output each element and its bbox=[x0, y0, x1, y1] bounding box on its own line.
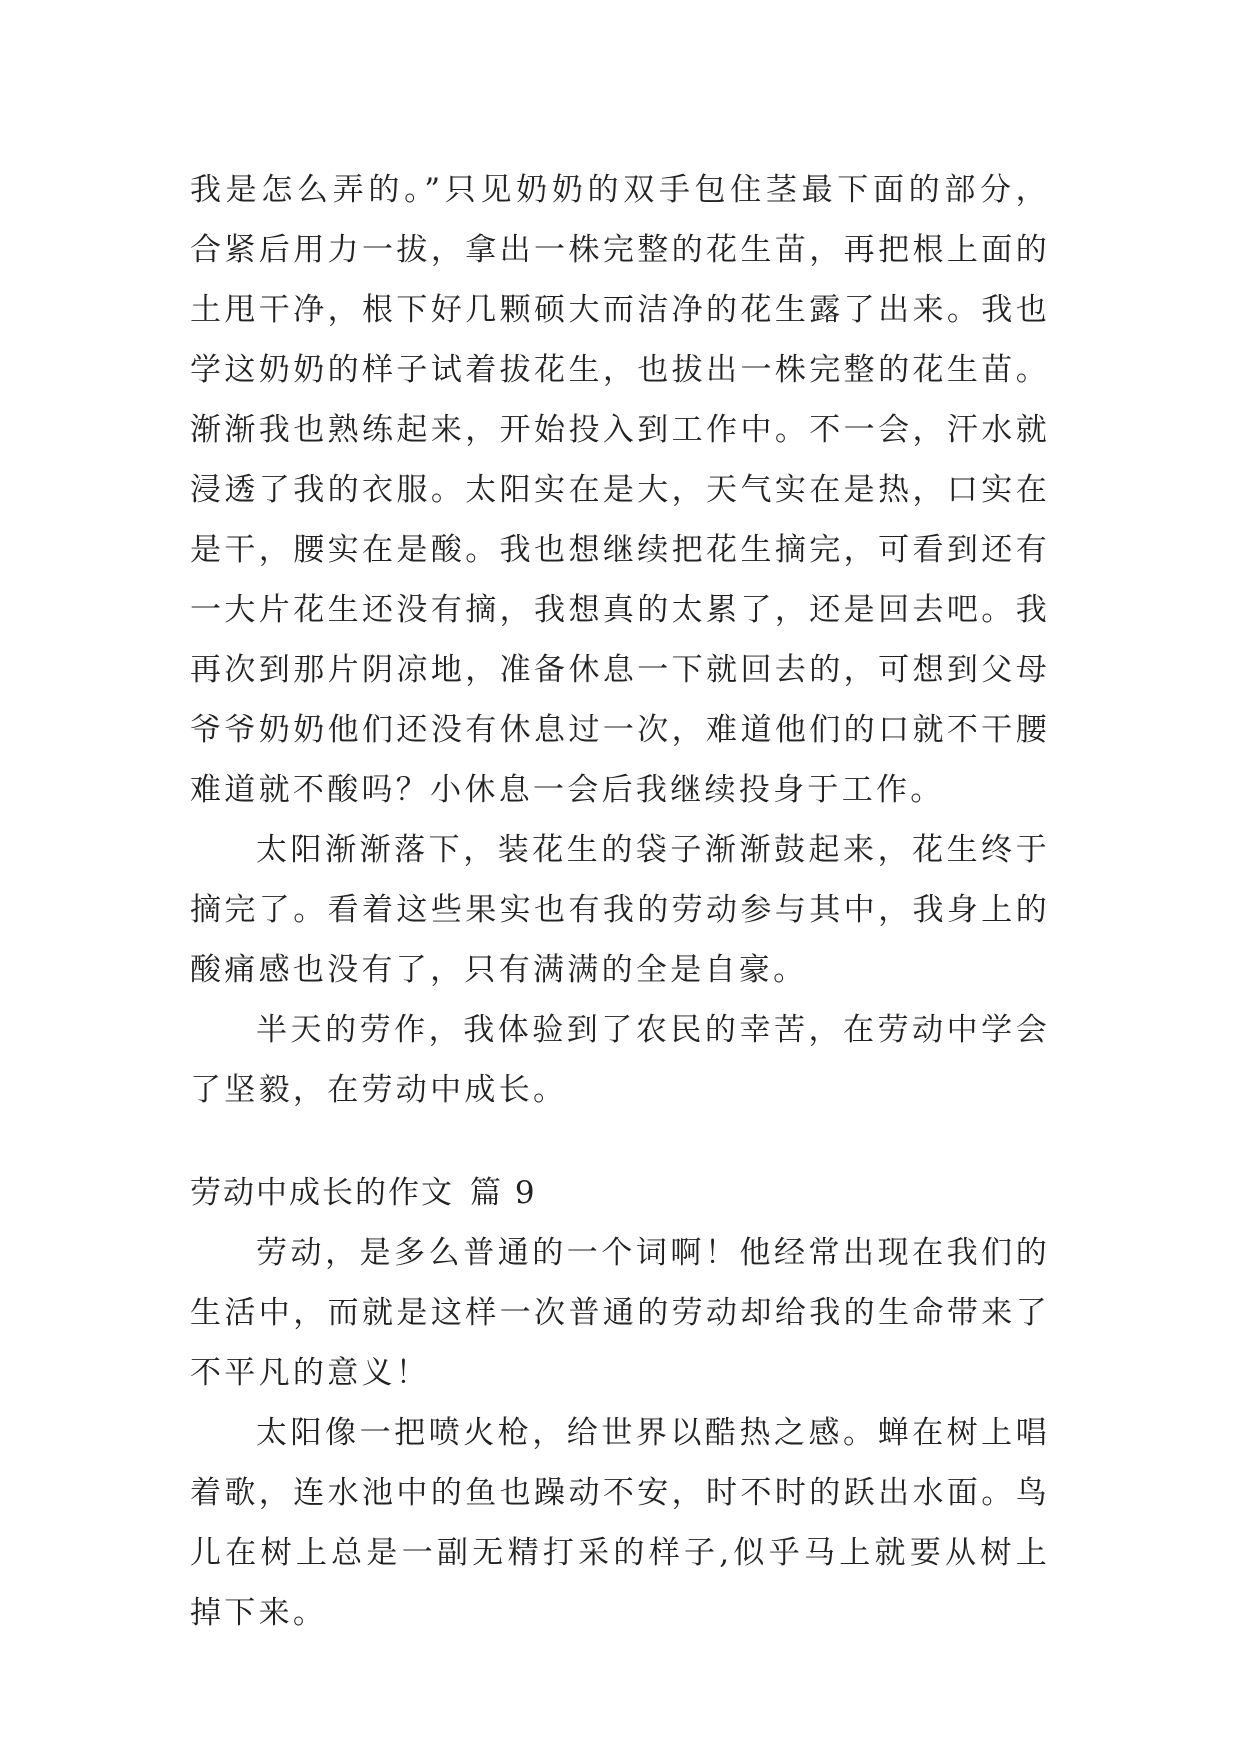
paragraph-conclusion: 半天的劳作，我体验到了农民的幸苦，在劳动中学会了坚毅，在劳动中成长。 bbox=[190, 1012, 1050, 1108]
paragraph-labor-intro: 劳动，是多么普通的一个词啊！他经常出现在我们的生活中，而就是这样一次普通的劳动却给我的生命带来了不平凡的意义！ bbox=[190, 1235, 1050, 1391]
section-heading bbox=[190, 1163, 1050, 1223]
paragraph-sunset: 太阳渐渐落下，装花生的袋子渐渐鼓起来，花生终于摘完了。看着这些果实也有我的劳动参与其中，我身上的酸痛感也没有了，只有满满的全是自豪。 bbox=[190, 832, 1050, 988]
section-title-text: 劳动中成长的作文 bbox=[190, 1175, 454, 1211]
section-number: 篇 9 bbox=[470, 1175, 537, 1211]
document-page bbox=[190, 160, 1050, 1643]
paragraph-hot-sun: 太阳像一把喷火枪，给世界以酷热之感。蝉在树上唱着歌，连水池中的鱼也躁动不安，时不时的跃出水面。鸟儿在树上总是一副无精打采的样子,似乎马上就要从树上掉下来。 bbox=[190, 1415, 1050, 1631]
paragraph-harvest-continued: 我是怎么弄的。”只见奶奶的双手包住茎最下面的部分，合紧后用力一拔，拿出一株完整的花生苗，再把根上面的土甩干净，根下好几颗硕大而洁净的花生露了出来。我也学这奶奶的样子试着拔花生，也拔出一株完整的花生苗。渐渐我也熟练起来，开始投入到工作中。不一会，汗水就浸透了我的衣服。太阳实在是大，天气实在是热，口实在是干，腰实在是酸。我也想继续把花生摘完，可看到还有一大片花生还没有摘，我想真的太累了，还是回去吧。我再次到那片阴凉地，准备休息一下就回去的，可想到父母爷爷奶奶他们还没有休息过一次，难道他们的口就不干腰难道就不酸吗？小休息一会后我继续投身于工作。 bbox=[190, 172, 1050, 808]
